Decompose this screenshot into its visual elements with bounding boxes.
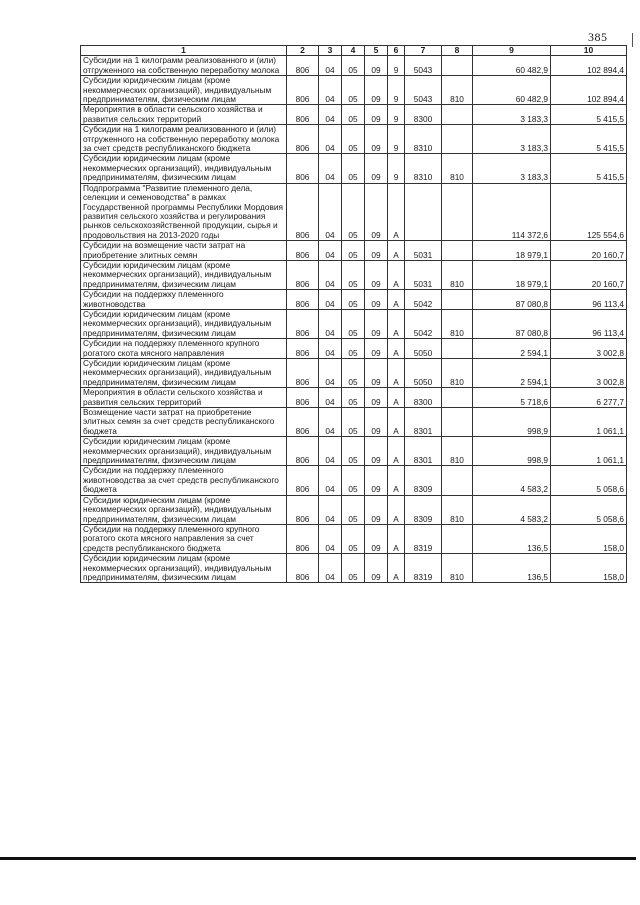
code-section: 04: [319, 183, 342, 240]
code-subprogram: 9: [388, 154, 405, 183]
code-section: 04: [319, 388, 342, 408]
code-expense-type: 810: [442, 76, 473, 105]
amount-2014: 998,9: [473, 437, 551, 466]
code-expense-type: [442, 125, 473, 154]
table-row: [81, 408, 627, 437]
code-subsection: 05: [342, 260, 365, 289]
amount-2015: 158,0: [551, 524, 627, 553]
amount-2014: 136,5: [473, 554, 551, 583]
code-section: 04: [319, 56, 342, 76]
code-subsection: 05: [342, 359, 365, 388]
code-expense-type: 810: [442, 309, 473, 338]
budget-table: [80, 45, 627, 583]
amount-2014: 18 979,1: [473, 260, 551, 289]
code-article: 5050: [405, 339, 442, 359]
table-row: [81, 466, 627, 495]
code-program: 09: [365, 241, 388, 261]
code-expense-type: [442, 524, 473, 553]
col-header: 8: [442, 46, 473, 56]
code-expense-type: 810: [442, 359, 473, 388]
amount-2015: 102 894,4: [551, 56, 627, 76]
code-section: 04: [319, 105, 342, 125]
code-section: 04: [319, 437, 342, 466]
code-article: 8300: [405, 388, 442, 408]
code-subprogram: А: [388, 290, 405, 310]
code-subsection: 05: [342, 56, 365, 76]
row-name: Субсидии на поддержку племенного животноводства за счет средств республиканского бюджета: [81, 466, 287, 495]
table-row: [81, 359, 627, 388]
code-subsection: 05: [342, 388, 365, 408]
code-subsection: 05: [342, 309, 365, 338]
table-body: [81, 56, 627, 583]
code-section: 04: [319, 241, 342, 261]
row-name: Субсидии юридическим лицам (кроме некоммерческих организаций), индивидуальным предпринимателям, физическим лицам: [81, 495, 287, 524]
code-subprogram: А: [388, 524, 405, 553]
code-subsection: 05: [342, 339, 365, 359]
row-name: Субсидии юридическим лицам (кроме некоммерческих организаций), индивидуальным предпринимателям, физическим лицам: [81, 260, 287, 289]
amount-2015: 1 061,1: [551, 408, 627, 437]
table-row: [81, 388, 627, 408]
code-expense-type: 810: [442, 154, 473, 183]
amount-2014: 5 718,6: [473, 388, 551, 408]
code-program: 09: [365, 408, 388, 437]
row-name: Субсидии юридическим лицам (кроме некоммерческих организаций), индивидуальным предпринимателям, физическим лицам: [81, 554, 287, 583]
table-row: [81, 290, 627, 310]
code-admin: 806: [287, 183, 319, 240]
amount-2015: 5 058,6: [551, 466, 627, 495]
amount-2015: 3 002,8: [551, 359, 627, 388]
table-row: [81, 183, 627, 240]
amount-2014: 998,9: [473, 408, 551, 437]
code-subsection: 05: [342, 241, 365, 261]
page-edge-mark: [632, 33, 633, 47]
row-name: Субсидии на возмещение части затрат на приобретение элитных семян: [81, 241, 287, 261]
code-section: 04: [319, 524, 342, 553]
code-section: 04: [319, 309, 342, 338]
code-article: 8310: [405, 154, 442, 183]
code-program: 09: [365, 359, 388, 388]
amount-2015: 125 554,6: [551, 183, 627, 240]
code-subsection: 05: [342, 466, 365, 495]
code-expense-type: 810: [442, 260, 473, 289]
code-admin: 806: [287, 554, 319, 583]
bottom-rule: [0, 857, 636, 860]
code-expense-type: [442, 339, 473, 359]
amount-2014: 3 183,3: [473, 105, 551, 125]
code-section: 04: [319, 495, 342, 524]
row-name: Субсидии на 1 килограмм реализованного и (или) отгруженного на собственную переработку молока за счет средств республиканского бюджета: [81, 125, 287, 154]
code-subprogram: А: [388, 466, 405, 495]
amount-2014: 60 482,9: [473, 56, 551, 76]
code-subprogram: 9: [388, 76, 405, 105]
amount-2015: 102 894,4: [551, 76, 627, 105]
code-admin: 806: [287, 339, 319, 359]
code-section: 04: [319, 554, 342, 583]
amount-2014: 18 979,1: [473, 241, 551, 261]
code-expense-type: [442, 105, 473, 125]
code-expense-type: [442, 56, 473, 76]
code-program: 09: [365, 339, 388, 359]
code-program: 09: [365, 154, 388, 183]
col-header: 3: [319, 46, 342, 56]
row-name: Субсидии на поддержку племенного животноводства: [81, 290, 287, 310]
table-row: [81, 437, 627, 466]
code-article: 5043: [405, 76, 442, 105]
amount-2015: 5 415,5: [551, 154, 627, 183]
code-program: 09: [365, 105, 388, 125]
row-name: Субсидии юридическим лицам (кроме некоммерческих организаций), индивидуальным предпринимателям, физическим лицам: [81, 437, 287, 466]
code-subsection: 05: [342, 495, 365, 524]
amount-2014: 4 583,2: [473, 495, 551, 524]
code-subprogram: А: [388, 408, 405, 437]
code-admin: 806: [287, 125, 319, 154]
code-subsection: 05: [342, 105, 365, 125]
row-name: Субсидии на поддержку племенного крупного рогатого скота мясного направления за счет средств республиканского бюджета: [81, 524, 287, 553]
amount-2014: 60 482,9: [473, 76, 551, 105]
code-section: 04: [319, 339, 342, 359]
row-name: Возмещение части затрат на приобретение элитных семян за счет средств республиканского бюджета: [81, 408, 287, 437]
code-subsection: 05: [342, 437, 365, 466]
code-subprogram: А: [388, 388, 405, 408]
table-row: [81, 495, 627, 524]
code-article: 8301: [405, 437, 442, 466]
code-section: 04: [319, 408, 342, 437]
table-row: [81, 554, 627, 583]
code-admin: 806: [287, 290, 319, 310]
amount-2015: 96 113,4: [551, 290, 627, 310]
code-admin: 806: [287, 309, 319, 338]
amount-2014: 114 372,6: [473, 183, 551, 240]
row-name: Субсидии юридическим лицам (кроме некоммерческих организаций), индивидуальным предпринимателям, физическим лицам: [81, 76, 287, 105]
code-article: 5042: [405, 309, 442, 338]
code-section: 04: [319, 290, 342, 310]
code-subsection: 05: [342, 408, 365, 437]
code-article: 8300: [405, 105, 442, 125]
row-name: Субсидии на поддержку племенного крупного рогатого скота мясного направления: [81, 339, 287, 359]
amount-2015: 96 113,4: [551, 309, 627, 338]
code-program: 09: [365, 437, 388, 466]
amount-2015: 6 277,7: [551, 388, 627, 408]
row-name: Подпрограмма "Развитие племенного дела, селекции и семеноводства" в рамках Государственной программы Республики Мордовия развития сельского хозяйства и регулирования рынков сельскохозяйственной продукции, сырья и продовольствия на 2013-2020 годы: [81, 183, 287, 240]
code-program: 09: [365, 554, 388, 583]
code-article: 5050: [405, 359, 442, 388]
table-row: [81, 309, 627, 338]
code-program: 09: [365, 466, 388, 495]
amount-2015: 158,0: [551, 554, 627, 583]
code-expense-type: 810: [442, 554, 473, 583]
code-admin: 806: [287, 466, 319, 495]
code-article: 5042: [405, 290, 442, 310]
amount-2014: 136,5: [473, 524, 551, 553]
code-section: 04: [319, 125, 342, 154]
code-subprogram: А: [388, 495, 405, 524]
code-section: 04: [319, 466, 342, 495]
amount-2015: 20 160,7: [551, 260, 627, 289]
amount-2014: 2 594,1: [473, 339, 551, 359]
code-article: [405, 183, 442, 240]
amount-2014: 87 080,8: [473, 290, 551, 310]
code-program: 09: [365, 56, 388, 76]
code-section: 04: [319, 154, 342, 183]
code-subprogram: А: [388, 437, 405, 466]
col-header: 5: [365, 46, 388, 56]
table-row: [81, 105, 627, 125]
amount-2015: 1 061,1: [551, 437, 627, 466]
amount-2014: 87 080,8: [473, 309, 551, 338]
col-header: 9: [473, 46, 551, 56]
amount-2015: 5 415,5: [551, 105, 627, 125]
code-article: 8319: [405, 554, 442, 583]
code-program: 09: [365, 309, 388, 338]
code-subsection: 05: [342, 554, 365, 583]
code-subprogram: А: [388, 309, 405, 338]
code-expense-type: 810: [442, 437, 473, 466]
row-name: Субсидии юридическим лицам (кроме некоммерческих организаций), индивидуальным предпринимателям, физическим лицам: [81, 359, 287, 388]
code-article: 8301: [405, 408, 442, 437]
code-subprogram: А: [388, 554, 405, 583]
table-row: [81, 339, 627, 359]
code-program: 09: [365, 183, 388, 240]
code-subsection: 05: [342, 154, 365, 183]
code-program: 09: [365, 125, 388, 154]
code-admin: 806: [287, 260, 319, 289]
amount-2014: 3 183,3: [473, 125, 551, 154]
amount-2014: 4 583,2: [473, 466, 551, 495]
code-expense-type: [442, 241, 473, 261]
col-header: 10: [551, 46, 627, 56]
col-header: 1: [81, 46, 287, 56]
code-program: 09: [365, 388, 388, 408]
row-name: Мероприятия в области сельского хозяйства и развития сельских территорий: [81, 388, 287, 408]
code-article: 8310: [405, 125, 442, 154]
code-admin: 806: [287, 105, 319, 125]
row-name: Субсидии юридическим лицам (кроме некоммерческих организаций), индивидуальным предпринимателям, физическим лицам: [81, 154, 287, 183]
table-row: [81, 260, 627, 289]
code-subsection: 05: [342, 183, 365, 240]
col-header: 4: [342, 46, 365, 56]
table-row: [81, 524, 627, 553]
code-expense-type: 810: [442, 495, 473, 524]
code-subsection: 05: [342, 125, 365, 154]
code-admin: 806: [287, 241, 319, 261]
code-admin: 806: [287, 154, 319, 183]
code-expense-type: [442, 466, 473, 495]
code-admin: 806: [287, 408, 319, 437]
code-article: 8319: [405, 524, 442, 553]
amount-2014: 3 183,3: [473, 154, 551, 183]
table-row: [81, 56, 627, 76]
code-expense-type: [442, 183, 473, 240]
code-subsection: 05: [342, 290, 365, 310]
amount-2015: 20 160,7: [551, 241, 627, 261]
code-subprogram: А: [388, 260, 405, 289]
code-program: 09: [365, 524, 388, 553]
col-header: 7: [405, 46, 442, 56]
code-subprogram: А: [388, 183, 405, 240]
code-subprogram: 9: [388, 56, 405, 76]
code-section: 04: [319, 76, 342, 105]
row-name: Субсидии на 1 килограмм реализованного и (или) отгруженного на собственную переработку молока: [81, 56, 287, 76]
code-admin: 806: [287, 56, 319, 76]
code-admin: 806: [287, 524, 319, 553]
code-admin: 806: [287, 495, 319, 524]
code-expense-type: [442, 408, 473, 437]
row-name: Мероприятия в области сельского хозяйства и развития сельских территорий: [81, 105, 287, 125]
code-article: 5031: [405, 241, 442, 261]
code-expense-type: [442, 388, 473, 408]
code-admin: 806: [287, 388, 319, 408]
code-admin: 806: [287, 437, 319, 466]
header-row: [81, 46, 627, 56]
col-header: 2: [287, 46, 319, 56]
row-name: Субсидии юридическим лицам (кроме некоммерческих организаций), индивидуальным предпринимателям, физическим лицам: [81, 309, 287, 338]
amount-2014: 2 594,1: [473, 359, 551, 388]
code-admin: 806: [287, 359, 319, 388]
amount-2015: 5 415,5: [551, 125, 627, 154]
code-article: 8309: [405, 466, 442, 495]
table-row: [81, 154, 627, 183]
table-row: [81, 76, 627, 105]
code-program: 09: [365, 260, 388, 289]
code-subsection: 05: [342, 524, 365, 553]
code-article: 8309: [405, 495, 442, 524]
code-subprogram: 9: [388, 125, 405, 154]
code-program: 09: [365, 290, 388, 310]
table-row: [81, 241, 627, 261]
code-article: 5031: [405, 260, 442, 289]
table-row: [81, 125, 627, 154]
code-article: 5043: [405, 56, 442, 76]
code-program: 09: [365, 495, 388, 524]
amount-2015: 3 002,8: [551, 339, 627, 359]
code-subprogram: А: [388, 339, 405, 359]
code-subprogram: А: [388, 241, 405, 261]
page-number: 385: [588, 30, 608, 44]
code-subprogram: 9: [388, 105, 405, 125]
code-expense-type: [442, 290, 473, 310]
amount-2015: 5 058,6: [551, 495, 627, 524]
code-section: 04: [319, 359, 342, 388]
code-subprogram: А: [388, 359, 405, 388]
col-header: 6: [388, 46, 405, 56]
code-program: 09: [365, 76, 388, 105]
code-subsection: 05: [342, 76, 365, 105]
code-admin: 806: [287, 76, 319, 105]
code-section: 04: [319, 260, 342, 289]
